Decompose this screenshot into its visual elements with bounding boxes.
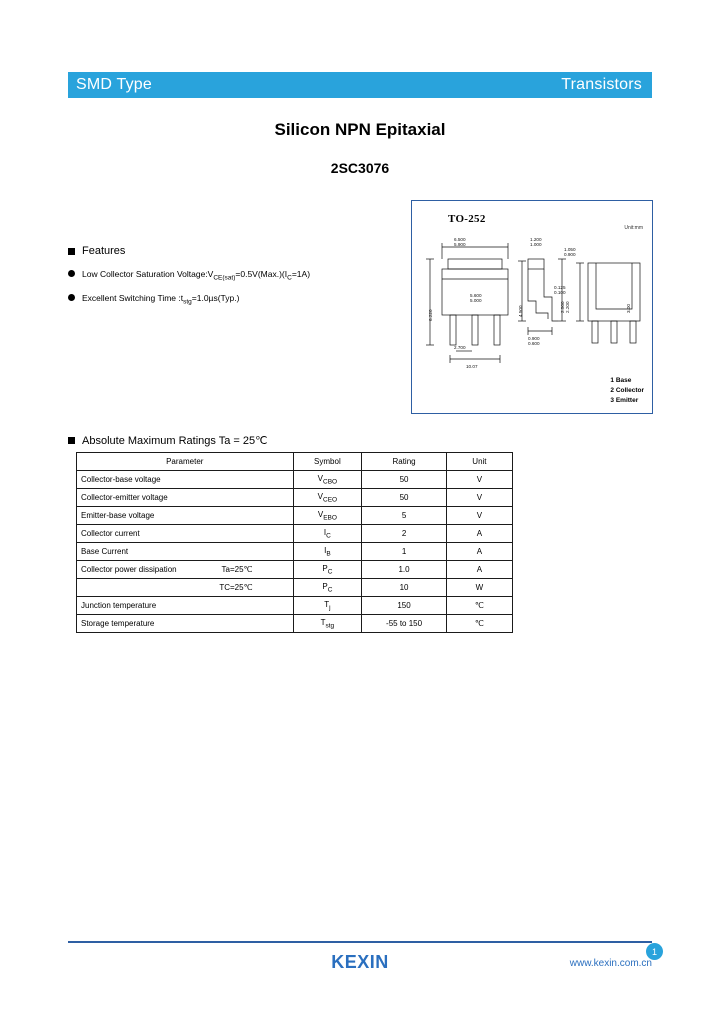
cell-parameter: Collector current: [77, 525, 294, 543]
package-unit-note: Unit:mm: [624, 225, 643, 231]
cell-unit: ℃: [446, 615, 512, 633]
dim-tab-height: 4.500: [518, 305, 523, 317]
features-heading: [68, 245, 408, 257]
footer-url[interactable]: www.kexin.com.cn: [569, 958, 652, 969]
dim-body-width: 5.600 5.000: [470, 293, 482, 303]
cell-unit: W: [446, 579, 512, 597]
feature-item: [68, 269, 408, 283]
cell-unit: V: [446, 507, 512, 525]
absolute-maximum-ratings-table: [76, 452, 513, 633]
cell-rating: 2: [362, 525, 447, 543]
part-number: 2SC3076: [330, 160, 390, 176]
cell-unit: A: [446, 525, 512, 543]
column-header-symbol: Symbol: [293, 453, 362, 471]
table-row: [77, 597, 513, 615]
table-row: [77, 489, 513, 507]
cell-symbol: $T_{stg}$: [293, 615, 362, 633]
footer-divider: [68, 941, 652, 943]
table-row: [77, 615, 513, 633]
feature-text: Low Collector Saturation $Voltage:V_{CE(sat)}=0.5V(Max.)(I_C=1A)$: [82, 269, 311, 282]
table-row: [77, 525, 513, 543]
dim-left-height: 6.220: [428, 309, 433, 321]
dim-lead-width: 0.900 0.600: [528, 336, 540, 346]
dim-lead-pitch: 2.700: [454, 345, 466, 350]
cell-symbol: $V_{CEO}$: [293, 489, 362, 507]
pin-3-label: 3 Emitter: [610, 396, 639, 404]
feature-item: [68, 293, 408, 307]
table-row: [77, 507, 513, 525]
cell-symbol: $T_j$: [293, 597, 362, 615]
cell-symbol: $I_C$: [293, 525, 362, 543]
table-row: [77, 561, 513, 579]
cell-rating: -55 to 150: [362, 615, 447, 633]
cell-parameter: Emitter-base voltage: [77, 507, 294, 525]
cell-symbol: $P_C$: [293, 561, 362, 579]
cell-parameter: TC=25℃: [77, 579, 294, 597]
cell-rating: 1.0: [362, 561, 447, 579]
cell-symbol: $V_{EBO}$: [293, 507, 362, 525]
header-left-label: SMD Type: [76, 76, 152, 93]
cell-rating: 50: [362, 489, 447, 507]
cell-symbol: $V_{CBO}$: [293, 471, 362, 489]
cell-symbol: $I_B$: [293, 543, 362, 561]
dim-top-left: 6.500 5.900: [454, 237, 466, 247]
cell-parameter: Junction temperature: [77, 597, 294, 615]
feature-text: Excellent Switching Time $:t_{stg}=1.0\mu s(Typ.)$: [82, 293, 240, 306]
cell-symbol: $P_C$: [293, 579, 362, 597]
square-bullet-icon: [68, 437, 75, 444]
column-header-unit: Unit: [446, 453, 512, 471]
cell-parameter: Base Current: [77, 543, 294, 561]
pin-1-label: 1 Base: [610, 376, 632, 384]
cell-parameter: Storage temperature: [77, 615, 294, 633]
dim-overall: 10.07: [466, 364, 478, 369]
features-heading-label: Features: [82, 245, 126, 257]
company-logo: KEXIN: [331, 952, 389, 972]
table-row: [77, 471, 513, 489]
cell-unit: A: [446, 561, 512, 579]
column-header-parameter: Parameter: [77, 453, 294, 471]
ratings-heading-label: Absolute Maximum Ratings Ta = 25℃: [82, 435, 268, 447]
cell-rating: 5: [362, 507, 447, 525]
cell-unit: A: [446, 543, 512, 561]
cell-unit: ℃: [446, 597, 512, 615]
square-bullet-icon: [68, 248, 75, 255]
cell-rating: 1: [362, 543, 447, 561]
header-right-label: Transistors: [561, 76, 642, 93]
ratings-heading: [68, 434, 268, 447]
dot-bullet-icon: [68, 270, 75, 277]
cell-parameter: Collector-base voltage: [77, 471, 294, 489]
dim-right-upper: 1.050 0.900: [564, 247, 576, 257]
table-row: [77, 579, 513, 597]
cell-parameter: Collector-emitter voltage: [77, 489, 294, 507]
table-header-row: [77, 453, 513, 471]
column-header-rating: Rating: [362, 453, 447, 471]
cell-rating: 150: [362, 597, 447, 615]
features-section: [68, 245, 408, 317]
pin-2-label: 2 Collector: [610, 386, 644, 394]
dim-pad-height: 3.00: [626, 304, 631, 313]
package-outline-drawing: [411, 200, 653, 414]
page-number-badge: 1: [646, 943, 663, 960]
cell-unit: V: [446, 489, 512, 507]
cell-parameter: Collector power dissipation Ta=25℃: [77, 561, 294, 579]
cell-rating: 50: [362, 471, 447, 489]
dot-bullet-icon: [68, 294, 75, 301]
cell-rating: 10: [362, 579, 447, 597]
cell-unit: V: [446, 471, 512, 489]
dim-mid-right: 0.125 0.100: [554, 285, 566, 295]
page-title: Silicon NPN Epitaxial: [274, 120, 446, 139]
pin-legend: [610, 376, 644, 406]
table-row: [77, 543, 513, 561]
dim-side-height: 2.500 2.200: [560, 301, 570, 313]
header-band: [68, 72, 652, 98]
dim-top-right: 1.200 1.000: [530, 237, 542, 247]
package-title: TO-252: [448, 213, 486, 225]
